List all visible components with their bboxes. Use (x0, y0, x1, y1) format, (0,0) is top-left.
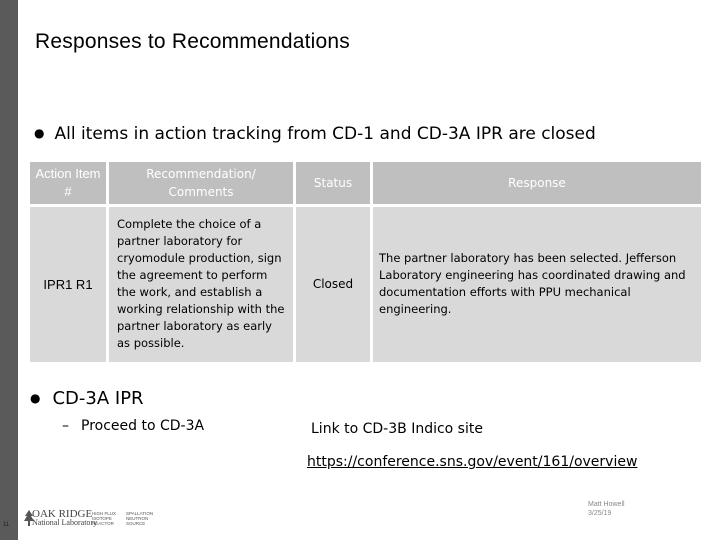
logo-hfir-text: HIGH FLUX ISOTOPE REACTOR (92, 511, 117, 526)
logo-sns-text: SPALLATION NEUTRON SOURCE (126, 511, 154, 526)
cell-status: Closed (295, 206, 372, 362)
indico-link[interactable]: https://conference.sns.gov/event/161/overview (307, 454, 638, 470)
table-row (30, 206, 703, 362)
logo-sub-text: National Laboratory (32, 518, 98, 527)
table-header-row (30, 162, 703, 206)
footer-author: Matt Howell (588, 501, 625, 508)
slide-title: Responses to Recommendations (35, 30, 350, 53)
cell-recommendation: Complete the choice of a partner laboratory for cryomodule production, sign the agreement to perform the work, and establish a working relationship with the partner laboratory as early as possible. (108, 206, 295, 362)
sub-bullet (62, 418, 204, 434)
dash-icon: – (62, 418, 69, 434)
bullet-dot-icon: ● (34, 126, 45, 140)
recommendations-table (30, 162, 704, 362)
bullet-items-closed (34, 124, 596, 144)
ornl-logo (24, 508, 154, 528)
page-number: 11 (3, 522, 10, 528)
header-status: Status (295, 162, 372, 206)
cell-response: The partner laboratory has been selected. Jefferson Laboratory engineering has coordinated drawing and documentation efforts with PPU mechanical engineering. (372, 206, 703, 362)
header-action-item: Action Item # (30, 162, 108, 206)
header-response: Response (372, 162, 703, 206)
cell-action-item: IPR1 R1 (30, 206, 108, 362)
slide-left-bar (0, 0, 18, 540)
footer-author-date (588, 500, 625, 518)
header-recommendation: Recommendation/ Comments (108, 162, 295, 206)
bullet-cd3a-ipr (30, 388, 144, 409)
logo-main-text: OAK RIDGE (32, 508, 93, 520)
footer-date: 3/25/19 (588, 510, 612, 517)
bullet-text: All items in action tracking from CD-1 and CD-3A IPR are closed (54, 124, 596, 144)
bullet-dot-icon: ● (30, 391, 41, 405)
bullet-text: CD-3A IPR (52, 388, 144, 409)
link-label: Link to CD-3B Indico site (311, 421, 483, 437)
sub-bullet-text: Proceed to CD-3A (81, 418, 205, 434)
